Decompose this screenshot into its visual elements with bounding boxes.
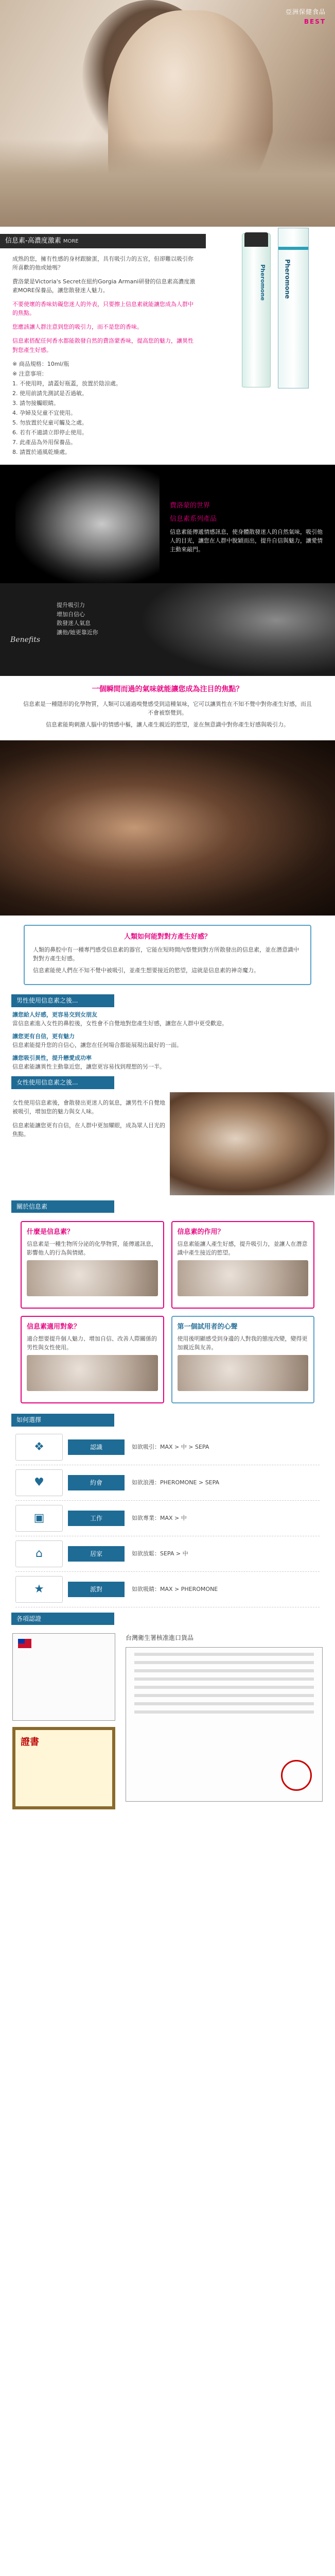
hero-banner <box>0 0 335 227</box>
handshake-icon: ❖ <box>15 1434 63 1461</box>
spec-item: 1. 不使用時，請蓋好瓶蓋，放置於陰涼處。 <box>12 380 121 387</box>
female-p1: 女性使用信息素後，會散發出更迷人的氣息，讓男性不自覺地被吸引，增加您的魅力與女人味。 <box>12 1099 165 1115</box>
doc-line <box>134 1669 314 1672</box>
benefits-photo <box>139 583 335 676</box>
about-card-text: 信息素能讓人產生好感，提升吸引力，並讓人在潛意識中產生接近的慾望。 <box>177 1241 308 1257</box>
step-tag: 派對 <box>68 1582 125 1598</box>
cert-frame-text: 證書 <box>21 1737 39 1748</box>
male-t1: 讓您給人好感，更容易交到女朋友 <box>12 1011 97 1018</box>
product-para3: 不要使壞的香味妨礙您迷人的外表，只要擦上信息素就能讓您成為人群中的焦點。 <box>12 301 193 317</box>
product-box <box>278 228 309 388</box>
benefit-line: 散發迷人氣息 <box>57 620 91 627</box>
product-para5: 信息素搭配任何香水都能散發自然的費洛蒙香味，提高您的魅力，讓異性對您產生好感。 <box>12 337 193 353</box>
about-card-text: 適合想要提升個人魅力、增加自信、改善人際關係的男性與女性使用。 <box>27 1335 157 1351</box>
about-section-title: 關於信息素 <box>11 1200 114 1213</box>
certs-section <box>0 1628 335 1825</box>
product-para2: 費洛蒙是Victoria's Secret在紐約Gorgia Armani研發的信息素高濃度激素MORE保養品，讓您散發迷人魅力。 <box>12 278 196 294</box>
spec-item: 3. 請勿接觸眼睛。 <box>12 399 59 406</box>
female-text <box>0 1098 170 1195</box>
star-icon: ★ <box>15 1576 63 1603</box>
male-p3: 信息素能讓異性主動靠近您，讓您更容易找到理想的另一半。 <box>12 1063 165 1070</box>
step-tag: 工作 <box>68 1511 125 1527</box>
about-card-head: 什麼是信息素？ <box>27 1228 74 1236</box>
step-desc: 如欲吸睛：MAX > PHEROMONE <box>132 1586 218 1593</box>
benefit-line: 提升吸引力 <box>57 602 85 609</box>
product-description <box>12 255 197 354</box>
doc-line <box>134 1653 314 1656</box>
instant-attraction-p1: 信息素是一種隱形的化學物質，人類可以通過嗅覺感受到這種氣味，它可以讓異性在不知不覺中對你產生好感，而且不會被察覺到。 <box>23 700 312 716</box>
spec-item: ※ 注意事項： <box>12 370 47 377</box>
briefcase-icon: ▣ <box>15 1505 63 1532</box>
hero-cloth <box>0 139 335 227</box>
about-card-photo <box>178 1260 309 1296</box>
cert-frame <box>12 1727 115 1809</box>
benefits-lines <box>57 601 98 637</box>
spec-item: 6. 若有不適請立即停止使用。 <box>12 429 87 436</box>
howto-list <box>0 1430 335 1607</box>
cert-document <box>12 1633 115 1721</box>
instant-attraction-section <box>0 676 335 740</box>
spec-item: 2. 使用前請先測試是否過敏。 <box>12 389 87 397</box>
doc-line <box>134 1694 314 1697</box>
product-para1: 成熟的您，擁有性感的身材跟臉蛋，具有吸引力的五官，但卻難以吸引你所喜歡的他或她嗎？ <box>12 256 193 272</box>
brand-mark <box>286 7 326 26</box>
brand-line2: BEST <box>304 18 326 25</box>
product-title-en: MORE <box>63 239 79 244</box>
box-label: Pheromone <box>284 259 291 299</box>
product-text <box>0 227 206 465</box>
product-title <box>0 234 206 248</box>
cert-right-head: 台灣衛生署核准進口貨品 <box>126 1634 194 1642</box>
product-title-text: 信息素-高濃度激素 <box>5 237 61 245</box>
female-photo <box>170 1092 334 1195</box>
female-section-title: 女性使用信息素之後... <box>11 1076 114 1089</box>
benefits-label: Benefits <box>10 636 41 645</box>
male-p1: 當信息素進入女性的鼻腔後，女性會不自覺地對您產生好感，讓您在人群中更受歡迎。 <box>12 1020 227 1027</box>
spec-item: 5. 勿放置於兒童可觸及之處。 <box>12 419 87 426</box>
doc-line <box>134 1661 314 1664</box>
spec-list <box>12 360 197 465</box>
male-section-title: 男性使用信息素之後... <box>11 994 114 1007</box>
heart-icon: ♥ <box>15 1469 63 1496</box>
box-stripe <box>278 247 308 250</box>
favor-box <box>24 925 311 985</box>
favor-p2: 信息素能使人們在不知不覺中被吸引，並產生想要接近的慾望，這就是信息素的神奇魔力。 <box>33 967 259 974</box>
certs-section-title: 各項認證 <box>11 1613 114 1625</box>
home-icon: ⌂ <box>15 1540 63 1567</box>
about-card-what <box>21 1221 164 1309</box>
step-tag: 認識 <box>68 1439 125 1455</box>
certs-left <box>12 1633 115 1809</box>
cert-document-large <box>126 1647 323 1802</box>
certs-right <box>115 1633 323 1809</box>
spec-item: ※ 商品規格：10ml/瓶 <box>12 360 69 367</box>
spec-item: 8. 請置於通風乾燥處。 <box>12 448 70 455</box>
product-tube <box>242 233 271 387</box>
pheromone-world-section <box>0 465 335 583</box>
doc-line <box>134 1677 314 1681</box>
about-card-photo <box>27 1260 158 1296</box>
step-desc: 如欲專業：MAX > 中 <box>132 1515 187 1522</box>
seal-icon <box>281 1760 312 1791</box>
favor-p1: 人類的鼻腔中有一種專門感受信息素的器官，它能在短時間內察覺到對方所散發出的信息素，並在潛意識中對對方產生好感。 <box>33 946 299 962</box>
product-images <box>206 227 335 465</box>
step-desc: 如欲放鬆：SEPA > 中 <box>132 1550 188 1557</box>
step-desc: 如欲吸引：MAX > 中 > SEPA <box>132 1444 209 1451</box>
tube-label: Pheromone <box>259 264 266 301</box>
step-desc: 如欲浪漫：PHEROMONE > SEPA <box>132 1479 220 1486</box>
benefit-line: 增加自信心 <box>57 611 85 618</box>
howto-section-title: 如何選擇 <box>11 1414 114 1427</box>
female-section <box>0 1092 335 1195</box>
about-card-photo <box>27 1355 158 1391</box>
flag-icon <box>18 1639 31 1648</box>
pheromone-world-head: 費洛蒙的世界 <box>170 502 210 510</box>
about-card-text: 使用後明顯感受到身邊的人對我的態度改變，變得更加親近與友善。 <box>177 1335 308 1351</box>
face-photo <box>15 465 160 583</box>
about-card-photo <box>178 1355 309 1391</box>
about-card-target <box>21 1316 164 1403</box>
about-card-effect <box>171 1221 315 1309</box>
male-p2: 信息素能提升您的自信心，讓您在任何場合都能展現出最好的一面。 <box>12 1041 182 1048</box>
benefits-section <box>0 583 335 676</box>
female-p2: 信息素能讓您更有自信，在人群中更加耀眼，成為眾人目光的焦點。 <box>12 1122 165 1138</box>
benefit-line: 讓他/她更靠近你 <box>57 629 98 636</box>
about-card-text: 信息素是一種生物所分泌的化學物質，能傳遞訊息，影響他人的行為與情緒。 <box>27 1241 157 1257</box>
spec-item: 7. 此產品為外用保養品。 <box>12 438 76 446</box>
about-card-head: 信息素適用對象？ <box>27 1323 81 1331</box>
about-card-head: 信息素的作用？ <box>177 1228 224 1236</box>
step-tag: 約會 <box>68 1475 125 1491</box>
tube-cap <box>244 232 268 247</box>
product-para4: 您應該讓人群注意到您的吸引力，而不是您的香味。 <box>12 324 143 331</box>
product-section <box>0 227 335 465</box>
instant-attraction-head: 一個瞬間而過的氣味就能讓您成為注目的焦點？ <box>92 685 243 694</box>
pheromone-world-text <box>170 501 324 554</box>
instant-attraction-p2: 信息素能夠刺激人腦中的情感中樞，讓人產生親近的慾望，並在無意識中對你產生好感與吸引力。 <box>46 721 289 728</box>
male-t2: 讓您更有自信，更有魅力 <box>12 1032 75 1040</box>
howto-step <box>15 1572 320 1607</box>
couple-photo <box>0 740 335 916</box>
howto-step <box>15 1536 320 1572</box>
male-t3: 讓您吸引異性，提升戀愛成功率 <box>12 1054 92 1061</box>
howto-step <box>15 1465 320 1501</box>
step-tag: 居家 <box>68 1546 125 1562</box>
doc-line <box>134 1702 314 1705</box>
doc-line <box>134 1686 314 1689</box>
about-card-head: 第一個試用者的心聲 <box>177 1323 238 1331</box>
howto-step <box>15 1430 320 1465</box>
about-card-testimonial <box>171 1316 315 1403</box>
spec-item: 4. 孕婦及兒童不宜使用。 <box>12 409 76 416</box>
pheromone-world-sub: 信息素系列產品 <box>170 515 217 523</box>
pheromone-world-body: 信息素能傳遞情感訊息，使身體散發迷人的自然氣味，吸引他人的目光，讓您在人群中脫穎而出，提升自信與魅力，讓愛情主動來敲門。 <box>170 529 323 553</box>
favor-head: 人類如何能對對方產生好感？ <box>124 933 211 941</box>
doc-line <box>134 1710 314 1714</box>
about-grid <box>0 1216 335 1409</box>
brand-line1: 亞洲保健食品 <box>285 8 326 15</box>
howto-step <box>15 1501 320 1536</box>
male-section <box>0 1010 335 1071</box>
